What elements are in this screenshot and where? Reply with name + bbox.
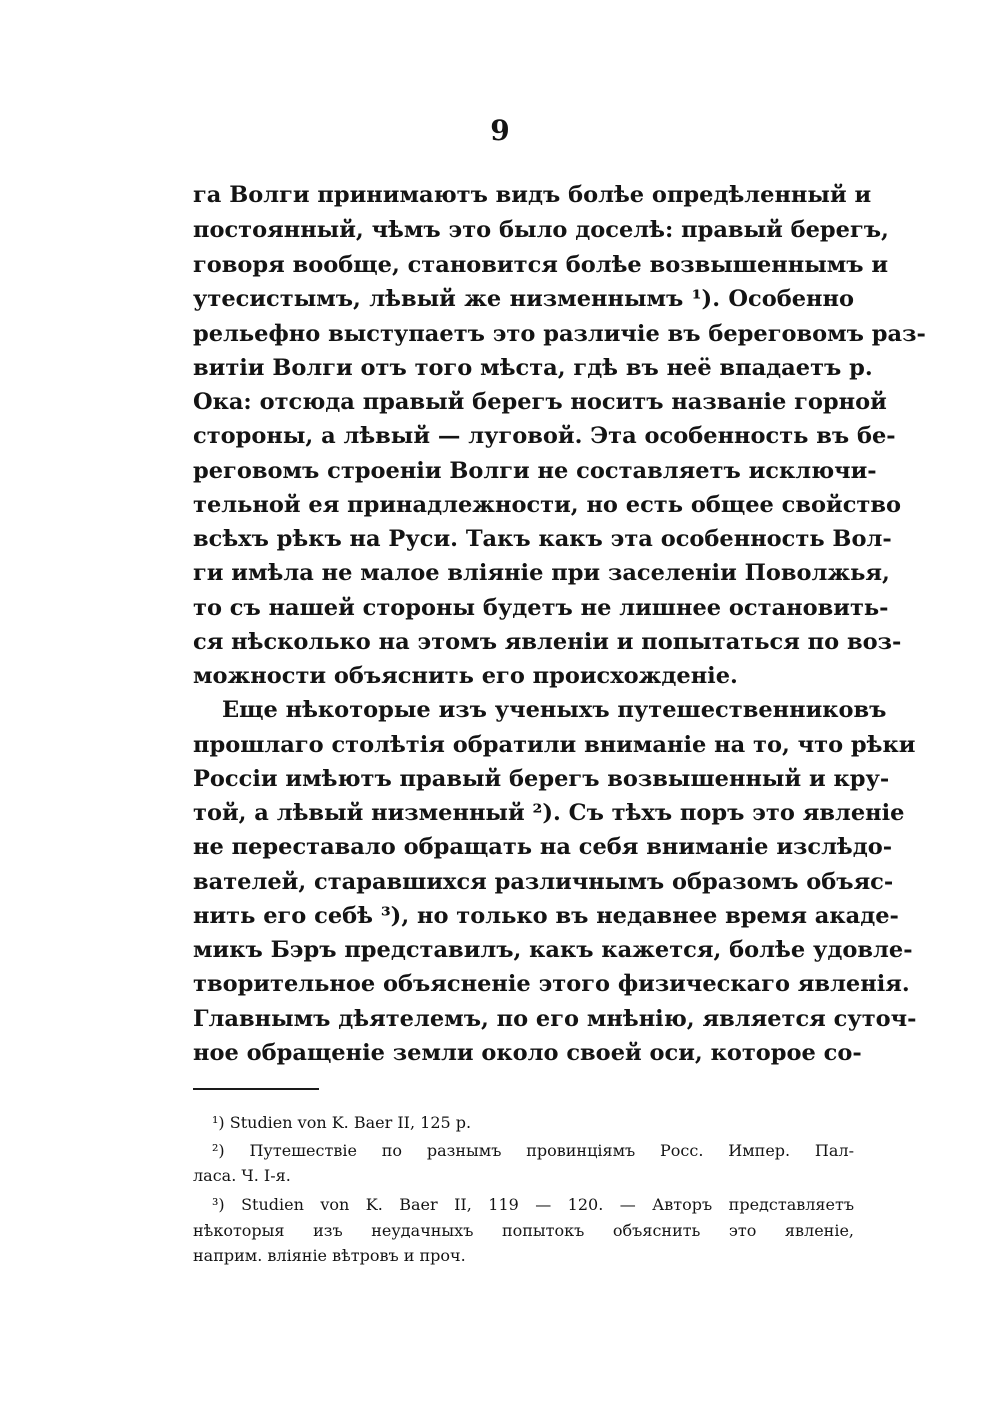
footnote-line: ²) Путешествіе по разнымъ провинціямъ Росс. Импер. Пал- <box>212 1141 854 1160</box>
text-line: ся нѣсколько на этомъ явленіи и попытаться по воз- <box>193 629 902 655</box>
text-line: стороны, а лѣвый — луговой. Эта особенность въ бе- <box>193 423 896 449</box>
text-line: можности объяснить его происхожденіе. <box>193 663 738 689</box>
footnote-line: ³) Studien von K. Baer II, 119 — 120. — Авторъ представляетъ <box>212 1195 854 1214</box>
page-number: 9 <box>490 114 510 147</box>
text-line: Россіи имѣютъ правый берегъ возвышенный и кру- <box>193 766 890 792</box>
text-line: говоря вообще, становится болѣе возвышеннымъ и <box>193 252 889 278</box>
text-line: ное обращеніе земли около своей оси, которое со- <box>193 1040 862 1066</box>
footnote-line: ласа. Ч. I-я. <box>193 1166 291 1185</box>
text-line: Главнымъ дѣятелемъ, по его мнѣнію, является суточ- <box>193 1006 917 1032</box>
text-line: витіи Волги отъ того мѣста, гдѣ въ неё впадаетъ р. <box>193 355 873 381</box>
text-line: творительное объясненіе этого физическаго явленія. <box>193 971 910 997</box>
text-line: микъ Бэръ представилъ, какъ кажется, болѣе удовле- <box>193 937 913 963</box>
text-line: Еще нѣкоторые изъ ученыхъ путешественниковъ <box>222 697 887 723</box>
text-line: то съ нашей стороны будетъ не лишнее остановить- <box>193 595 889 621</box>
text-line: Ока: отсюда правый берегъ носитъ названіе горной <box>193 389 887 415</box>
text-line: тельной ея принадлежности, но есть общее свойство <box>193 492 901 518</box>
text-line: реговомъ строеніи Волги не составляетъ исключи- <box>193 458 877 484</box>
text-line: га Волги принимаютъ видъ болѣе опредѣленный и <box>193 182 872 208</box>
text-line: той, а лѣвый низменный ²). Съ тѣхъ поръ это явленіе <box>193 800 905 826</box>
text-line: прошлаго столѣтія обратили вниманіе на то, что рѣки <box>193 732 916 758</box>
text-line: не переставало обращать на себя вниманіе изслѣдо- <box>193 834 893 860</box>
text-line: рельефно выступаетъ это различіе въ береговомъ раз- <box>193 321 926 347</box>
text-line: нить его себѣ ³), но только въ недавнее время акаде- <box>193 903 899 929</box>
footnote-divider <box>193 1088 319 1090</box>
text-line: вателей, старавшихся различнымъ образомъ объяс- <box>193 869 894 895</box>
text-line: ги имѣла не малое вліяніе при заселеніи Поволжья, <box>193 560 890 586</box>
footnote-line: наприм. вліяніе вѣтровъ и проч. <box>193 1246 466 1265</box>
text-line: утесистымъ, лѣвый же низменнымъ ¹). Особенно <box>193 286 854 312</box>
text-line: всѣхъ рѣкъ на Руси. Такъ какъ эта особенность Вол- <box>193 526 892 552</box>
text-line: постоянный, чѣмъ это было доселѣ: правый берегъ, <box>193 217 889 243</box>
footnote-line: ¹) Studien von K. Baer II, 125 p. <box>212 1113 472 1132</box>
footnote-line: нѣкоторыя изъ неудачныхъ попытокъ объяснить это явленіе, <box>193 1221 854 1240</box>
